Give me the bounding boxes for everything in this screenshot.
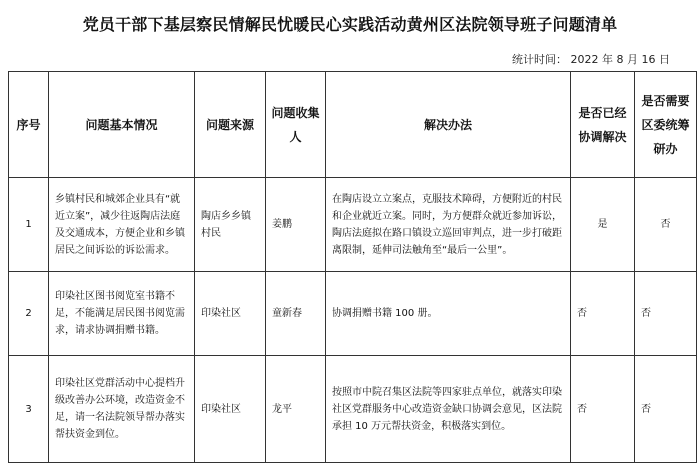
cell-solution: 在陶店设立立案点，克服技术障碍，方便附近的村民和企业就近立案。同时，为方便群众就近参加诉讼，陶店法庭拟在路口镇设立巡回审判点，进一步打破距离限制，延伸司法触角至“最后一公里”。 <box>326 178 571 272</box>
header-no: 序号 <box>9 72 49 178</box>
cell-solution: 按照市中院召集区法院等四家驻点单位，就落实印染社区党群服务中心改造资金缺口协调会意见，区法院承担 10 万元帮扶资金，积极落实到位。 <box>326 356 571 463</box>
header-coord: 是否需要区委统筹研办 <box>635 72 697 178</box>
cell-no: 2 <box>9 272 49 356</box>
cell-no: 1 <box>9 178 49 272</box>
cell-resolved: 否 <box>571 356 635 463</box>
cell-collector: 童新春 <box>266 272 326 356</box>
page-title: 党员干部下基层察民情解民忧暖民心实践活动黄州区法院领导班子问题清单 <box>82 15 618 34</box>
table-row <box>9 272 697 356</box>
cell-resolved: 是 <box>571 178 635 272</box>
header-solution: 解决办法 <box>326 72 571 178</box>
cell-issue: 印染社区党群活动中心提档升级改善办公环境，改造资金不足，请一名法院领导帮办落实帮扶资金到位。 <box>49 356 195 463</box>
cell-no: 3 <box>9 356 49 463</box>
cell-source: 陶店乡乡镇村民 <box>195 178 266 272</box>
table-row <box>9 178 697 272</box>
table-header-row <box>9 72 697 178</box>
cell-collector: 龙平 <box>266 356 326 463</box>
header-collector: 问题收集人 <box>266 72 326 178</box>
table-row <box>9 356 697 463</box>
cell-issue: 乡镇村民和城郊企业具有“就近立案”，减少往返陶店法庭及交通成本，方便企业和乡镇居民之间诉讼的诉讼需求。 <box>49 178 195 272</box>
cell-resolved: 否 <box>571 272 635 356</box>
cell-coord: 否 <box>635 272 697 356</box>
cell-source: 印染社区 <box>195 356 266 463</box>
issue-table <box>8 71 697 463</box>
cell-coord: 否 <box>635 178 697 272</box>
cell-issue: 印染社区图书阅览室书籍不足，不能满足居民图书阅览需求，请求协调捐赠书籍。 <box>49 272 195 356</box>
cell-solution: 协调捐赠书籍 100 册。 <box>326 272 571 356</box>
header-resolved: 是否已经协调解决 <box>571 72 635 178</box>
cell-source: 印染社区 <box>195 272 266 356</box>
cell-collector: 姜鹏 <box>266 178 326 272</box>
header-issue: 问题基本情况 <box>49 72 195 178</box>
cell-coord: 否 <box>635 356 697 463</box>
header-source: 问题来源 <box>195 72 266 178</box>
stat-time: 统计时间： 2022 年 8 月 16 日 <box>512 53 670 66</box>
